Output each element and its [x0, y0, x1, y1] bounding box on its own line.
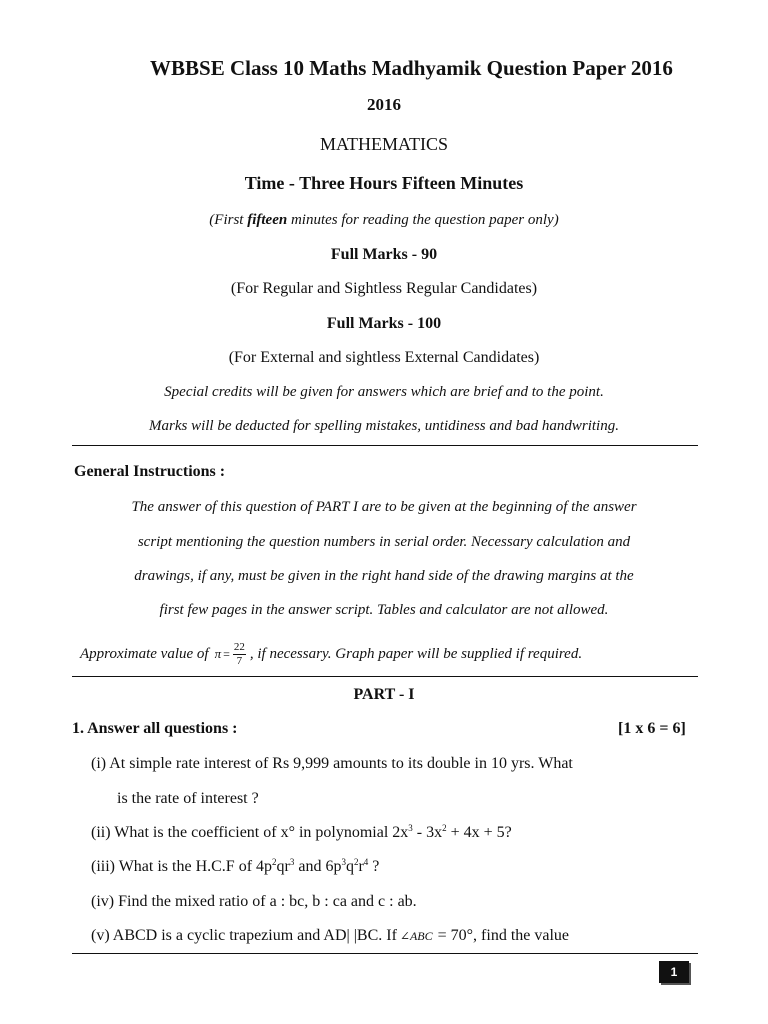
question-item-v: [91, 927, 569, 945]
q-v-text: = 70°, find the value: [433, 927, 570, 944]
pi-symbol: π: [214, 646, 222, 661]
full-marks-external: Full Marks - 100: [326, 315, 442, 332]
instruction-line: script mentioning the question numbers in serial order. Necessary calculation and: [137, 534, 631, 550]
header-divider: [72, 445, 698, 446]
question-item-ii: [91, 824, 512, 842]
question-item-i-continued: is the rate of interest ?: [117, 790, 259, 807]
part-title: PART - I: [353, 686, 415, 703]
external-candidates-note: (For External and sightless External Candidates): [228, 349, 540, 366]
marks-deduction-note: Marks will be deducted for spelling mistakes, untidiness and bad handwriting.: [149, 418, 619, 434]
instructions-divider: [72, 676, 698, 677]
pi-approximation-note: [80, 634, 582, 674]
time-allowed: Time - Three Hours Fifteen Minutes: [244, 173, 524, 193]
q-iii-text: qr: [276, 858, 290, 875]
fraction-numerator: 22: [233, 641, 245, 654]
q-iii-text: q: [345, 858, 354, 875]
q-ii-text: + 4x + 5?: [446, 824, 512, 841]
instruction-line: first few pages in the answer script. Tables and calculator are not allowed.: [159, 602, 609, 618]
regular-candidates-note: (For Regular and Sightless Regular Candidates): [230, 280, 538, 297]
q-iii-text: and 6p: [294, 858, 342, 875]
approx-suffix: , if necessary. Graph paper will be supplied if required.: [249, 645, 583, 662]
subject-heading: MATHEMATICS: [319, 134, 448, 154]
paper-title: WBBSE Class 10 Maths Madhyamik Question Paper 2016: [150, 56, 673, 80]
q-ii-text: (ii) What is the coefficient of x° in polynomial 2x: [91, 824, 409, 841]
special-credits-note: Special credits will be given for answers which are brief and to the point.: [164, 384, 604, 400]
reading-time-note: [0, 212, 768, 229]
instruction-line: drawings, if any, must be given in the right hand side of the drawing margins at the: [134, 568, 634, 584]
q-iii-text: r: [358, 858, 364, 875]
full-marks-regular: Full Marks - 90: [330, 246, 438, 263]
question-1-heading: 1. Answer all questions :: [72, 720, 238, 737]
reading-note-suffix: minutes for reading the question paper only): [287, 212, 559, 228]
exponent: 2: [442, 823, 447, 833]
question-item-i: (i) At simple rate interest of Rs 9,999 amounts to its double in 10 yrs. What: [91, 755, 573, 772]
reading-note-prefix: (First: [209, 212, 248, 228]
question-item-iii: [91, 858, 379, 876]
paper-year: 2016: [367, 95, 401, 114]
question-1-marks: [1 x 6 = 6]: [618, 720, 686, 737]
q-v-text: (v) ABCD is a cyclic trapezium and AD| |BC. If: [91, 927, 397, 944]
exponent: 4: [363, 857, 369, 867]
footer-divider: [72, 953, 698, 954]
pi-fraction: [233, 641, 246, 666]
exponent: 2: [353, 857, 359, 867]
approx-prefix: Approximate value of: [80, 645, 209, 662]
exponent: 3: [408, 823, 413, 833]
q-iii-text: (iii) What is the H.C.F of 4p: [91, 858, 273, 875]
equals-sign: =: [223, 646, 230, 661]
reading-note-emphasis: fifteen: [247, 212, 288, 228]
angle-symbol: ∠ABC: [399, 929, 433, 943]
page-number-badge: 1: [659, 961, 689, 983]
fraction-denominator: 7: [236, 654, 243, 667]
exponent: 3: [341, 857, 346, 867]
q-iii-text: ?: [368, 858, 380, 875]
instruction-line: The answer of this question of PART I are to be given at the beginning of the answer: [131, 499, 637, 515]
exponent: 3: [289, 857, 295, 867]
exponent: 2: [272, 857, 277, 867]
q-ii-text: - 3x: [412, 824, 443, 841]
general-instructions-heading: General Instructions :: [74, 463, 226, 480]
question-item-iv: (iv) Find the mixed ratio of a : bc, b : ca and c : ab.: [91, 893, 417, 910]
